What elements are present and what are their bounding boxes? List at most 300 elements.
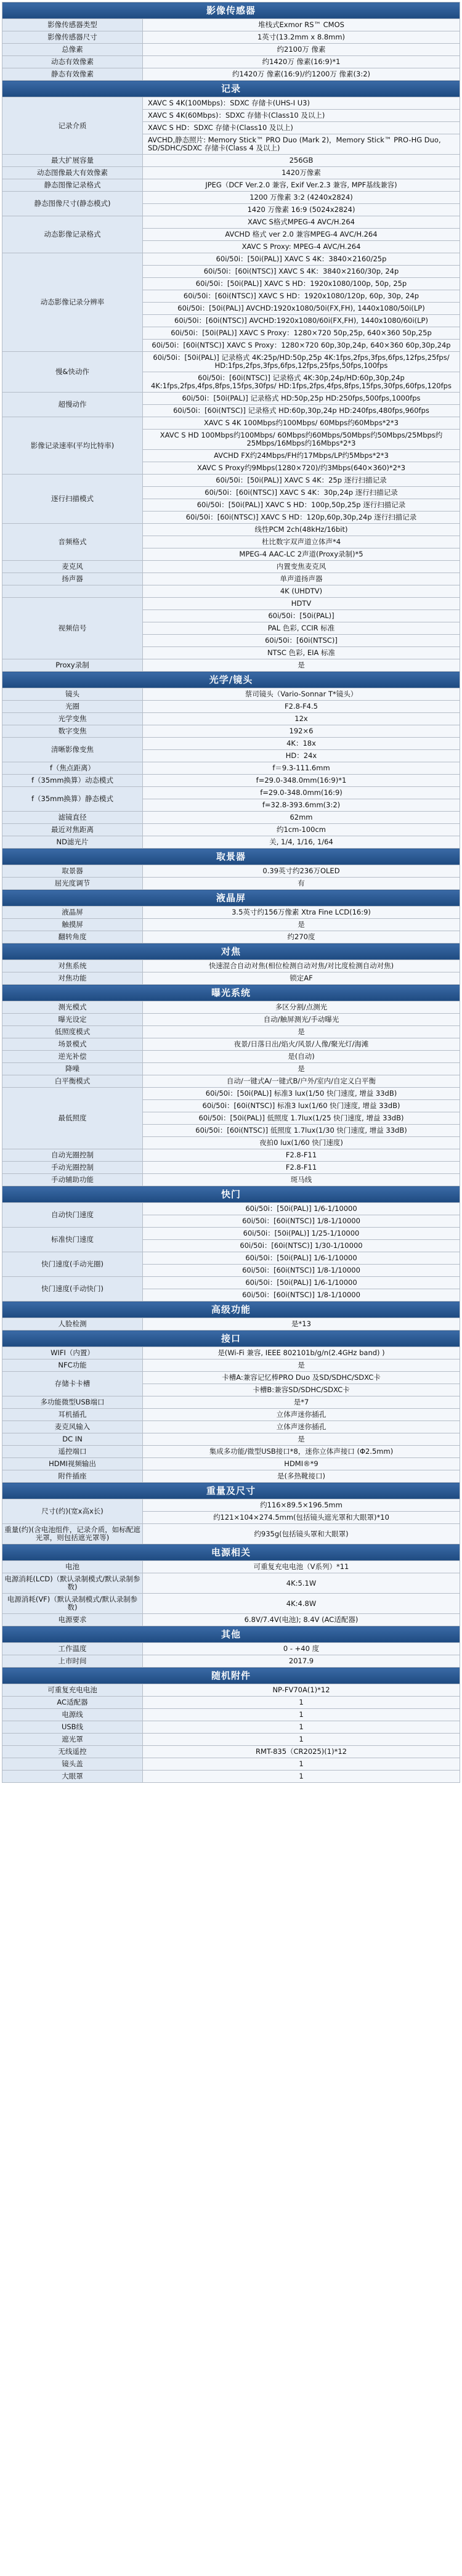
- spec-value: 线性PCM 2ch(48kHz/16bit): [143, 524, 460, 536]
- spec-label: 重量(约)(含电池组件，记录介质，如标配遮光罩，则包括遮光罩等): [2, 1524, 143, 1544]
- spec-row: [2, 762, 460, 775]
- section-title: 记录: [2, 81, 460, 97]
- spec-row: [2, 1573, 460, 1594]
- spec-label: 电源要求: [2, 1614, 143, 1626]
- spec-value: XAVC S格式MPEG-4 AVC/H.264: [143, 216, 460, 229]
- spec-value: PAL 色彩, CCIR 标准: [143, 622, 460, 635]
- spec-row: [2, 713, 460, 725]
- spec-value: 约116×89.5×196.5mm: [143, 1499, 460, 1512]
- spec-value: 1: [143, 1697, 460, 1709]
- spec-value: 1英寸(13.2mm x 8.8mm): [143, 31, 460, 44]
- spec-label: 电源线: [2, 1709, 143, 1721]
- spec-value: 60i/50i：[50i(PAL)] 标准3 lux(1/50 快门速度, 增益 33dB): [143, 1088, 460, 1100]
- spec-label: 快门速度(手动光圈): [2, 1252, 143, 1277]
- spec-label: 记录介质: [2, 97, 143, 155]
- spec-value: XAVC S Proxy: MPEG-4 AVC/H.264: [143, 241, 460, 253]
- spec-value: 1: [143, 1709, 460, 1721]
- spec-row: [2, 1470, 460, 1483]
- spec-value: XAVC S 4K(60Mbps)：SDXC 存储卡(Class10 及以上): [143, 110, 460, 122]
- spec-value: 4K：18x: [143, 738, 460, 750]
- spec-value: 60i/50i：[50i(PAL)] XAVC S Proxy：1280×720 50p,25p, 640×360 50p,25p: [143, 327, 460, 340]
- spec-row: [2, 1421, 460, 1433]
- spec-row: [2, 216, 460, 229]
- section-header: [2, 1483, 460, 1499]
- spec-label: 人脸检测: [2, 1318, 143, 1331]
- spec-value: JPEG（DCF Ver.2.0 兼容, Exif Ver.2.3 兼容, MPF基线兼容): [143, 179, 460, 192]
- spec-value: 256GB: [143, 155, 460, 167]
- spec-value: 6.8V/7.4V(电池); 8.4V (AC适配器): [143, 1614, 460, 1626]
- spec-label: 视频信号: [2, 598, 143, 659]
- spec-value: 60i/50i：[60i(NTSC)] XAVC S 4K：30p,24p 逐行扫描记录: [143, 487, 460, 499]
- spec-value: 约270度: [143, 931, 460, 944]
- spec-table: [2, 2, 460, 1783]
- spec-value: 约1cm-100cm: [143, 824, 460, 836]
- spec-row: [2, 1318, 460, 1331]
- spec-row: [2, 1038, 460, 1051]
- spec-value: 60i/50i：[60i(NTSC)] AVCHD:1920x1080/60i(FX,FH), 1440x1080/60i(LP): [143, 315, 460, 327]
- spec-value: 立体声迷你插孔: [143, 1421, 460, 1433]
- spec-row: [2, 812, 460, 824]
- section-title: 曝光系统: [2, 985, 460, 1001]
- spec-value: 蔡司镜头（Vario-Sonnar T*镜头）: [143, 688, 460, 701]
- spec-label: 动态影像记录格式: [2, 216, 143, 253]
- spec-label: 超慢动作: [2, 393, 143, 417]
- spec-value: 60i/50i：[60i(NTSC)] 记录格式 HD:60p,30p,24p HD:240fps,480fps,960fps: [143, 405, 460, 417]
- spec-value: 是(自动): [143, 1051, 460, 1063]
- spec-label: 附件插座: [2, 1470, 143, 1483]
- spec-row: [2, 68, 460, 81]
- spec-label: 数字变焦: [2, 725, 143, 738]
- spec-value: F2.8-F4.5: [143, 701, 460, 713]
- spec-value: 12x: [143, 713, 460, 725]
- section-title: 电源相关: [2, 1544, 460, 1561]
- spec-value: 4K (UHDTV): [143, 585, 460, 598]
- spec-value: 自动/一键式A/一键式B/户外/室内/自定义白平衡: [143, 1075, 460, 1088]
- spec-row: [2, 725, 460, 738]
- spec-label: 自动快门速度: [2, 1203, 143, 1228]
- spec-value: 60i/50i：[50i(PAL)] 1/6-1/10000: [143, 1277, 460, 1289]
- spec-value: f＝9.3-111.6mm: [143, 762, 460, 775]
- spec-row: [2, 561, 460, 573]
- spec-row: [2, 1614, 460, 1626]
- spec-row: [2, 1433, 460, 1446]
- spec-label: 光学变焦: [2, 713, 143, 725]
- spec-row: [2, 1655, 460, 1668]
- spec-label: 麦克风: [2, 561, 143, 573]
- spec-value: f=29.0-348.0mm(16:9): [143, 787, 460, 799]
- spec-value: 60i/50i：[60i(NTSC)] 记录格式 4K:30p,24p/HD:60p,30p,24p 4K:1fps,2fps,4fps,8fps,15fps,30fps/ HD:1fps,2fps,4fps,8fps,15fps,30fps,60fps,120fps: [143, 372, 460, 393]
- spec-row: [2, 960, 460, 972]
- spec-value: 1200 万像素 3:2 (4240x2824): [143, 192, 460, 204]
- spec-label: 电源消耗(LCD)（默认录制模式/默认录制参数): [2, 1573, 143, 1594]
- section-title: 光学/镜头: [2, 672, 460, 688]
- spec-row: [2, 1277, 460, 1289]
- spec-value: 快速混合自动对焦(相位检测自动对焦/对比度检测自动对焦): [143, 960, 460, 972]
- spec-label: 动态图像最大有效像素: [2, 167, 143, 179]
- spec-value: 可重复充电电池（V系列）*11: [143, 1561, 460, 1573]
- spec-value: 60i/50i：[50i(PAL)] XAVC S 4K：3840×2160/25p: [143, 253, 460, 266]
- spec-row: [2, 738, 460, 750]
- spec-row: [2, 253, 460, 266]
- spec-value: MPEG-4 AAC-LC 2声道(Proxy录制)*5: [143, 548, 460, 561]
- spec-value: 60i/50i：[60i(NTSC)] XAVC S HD：120p,60p,30p,24p 逐行扫描记录: [143, 512, 460, 524]
- spec-row: [2, 1396, 460, 1409]
- spec-label: f（35mm换算）动态模式: [2, 775, 143, 787]
- spec-label: 遥控端口: [2, 1446, 143, 1458]
- spec-row: [2, 155, 460, 167]
- spec-row: [2, 56, 460, 68]
- spec-value: 堆栈式Exmor RS™ CMOS: [143, 19, 460, 31]
- spec-row: [2, 19, 460, 31]
- section-header: [2, 1186, 460, 1203]
- spec-value: 60i/50i：[50i(PAL)] 1/6-1/10000: [143, 1252, 460, 1265]
- spec-row: [2, 1026, 460, 1038]
- spec-value: 斑马线: [143, 1174, 460, 1186]
- spec-value: 有: [143, 878, 460, 890]
- spec-label: 影像记录速率(平均比特率): [2, 417, 143, 475]
- spec-row: [2, 836, 460, 849]
- section-header: [2, 1331, 460, 1347]
- spec-row: [2, 1014, 460, 1026]
- spec-label: Proxy录制: [2, 659, 143, 672]
- spec-row: [2, 659, 460, 672]
- spec-row: [2, 1088, 460, 1100]
- spec-label: 尺寸(约)(宽x高x长): [2, 1499, 143, 1524]
- spec-label: 大眼罩: [2, 1771, 143, 1783]
- spec-label: DC IN: [2, 1433, 143, 1446]
- spec-value: 1: [143, 1771, 460, 1783]
- spec-row: [2, 1524, 460, 1544]
- spec-value: RMT-835（CR2025)(1)*12: [143, 1746, 460, 1758]
- spec-value: 是*13: [143, 1318, 460, 1331]
- spec-value: 60i/50i：[50i(PAL)]: [143, 610, 460, 622]
- spec-row: [2, 1746, 460, 1758]
- spec-value: 60i/50i：[50i(PAL)] 记录格式 HD:50p,25p HD:250fps,500fps,1000fps: [143, 393, 460, 405]
- spec-row: [2, 598, 460, 610]
- spec-label: 电池: [2, 1561, 143, 1573]
- spec-value: 夜拍0 lux(1/60 快门速度): [143, 1137, 460, 1149]
- spec-value: 60i/50i：[60i(NTSC)] 1/8-1/10000: [143, 1265, 460, 1277]
- spec-row: [2, 352, 460, 372]
- spec-row: [2, 97, 460, 110]
- spec-value: AVCHD,静态照片: Memory Stick™ PRO Duo (Mark 2)，Memory Stick™ PRO-HG Duo, SD/SDHC/SDXC 存储卡(Class 4 及以上): [143, 134, 460, 155]
- spec-label: 可重复充电电池: [2, 1684, 143, 1697]
- section-header: [2, 1626, 460, 1643]
- spec-value: 60i/50i：[50i(PAL)] XAVC S HD：1920x1080/100p, 50p, 25p: [143, 278, 460, 290]
- spec-label: 最大扩展容量: [2, 155, 143, 167]
- spec-row: [2, 701, 460, 713]
- spec-row: [2, 31, 460, 44]
- spec-value: 4K:5.1W: [143, 1573, 460, 1594]
- spec-label: 对焦系统: [2, 960, 143, 972]
- spec-row: [2, 475, 460, 487]
- section-header: [2, 81, 460, 97]
- spec-row: [2, 1458, 460, 1470]
- spec-value: 是: [143, 1359, 460, 1372]
- section-title: 液晶屏: [2, 890, 460, 907]
- section-title: 快门: [2, 1186, 460, 1203]
- spec-label: 耳机插孔: [2, 1409, 143, 1421]
- section-title: 取景器: [2, 849, 460, 865]
- spec-value: 2017.9: [143, 1655, 460, 1668]
- spec-label: 动态影像记录分辨率: [2, 253, 143, 352]
- spec-label: 屈光度调节: [2, 878, 143, 890]
- section-header: [2, 1302, 460, 1318]
- spec-value: HD：24x: [143, 750, 460, 762]
- spec-row: [2, 1734, 460, 1746]
- spec-row: [2, 1228, 460, 1240]
- spec-row: [2, 1162, 460, 1174]
- spec-value: 1: [143, 1758, 460, 1771]
- spec-row: [2, 1643, 460, 1655]
- section-header: [2, 944, 460, 960]
- spec-label: 工作温度: [2, 1643, 143, 1655]
- spec-label: [2, 585, 143, 598]
- spec-value: XAVC S 4K(100Mbps)：SDXC 存储卡(UHS-I U3): [143, 97, 460, 110]
- spec-label: 无线遥控: [2, 1746, 143, 1758]
- section-title: 其他: [2, 1626, 460, 1643]
- spec-label: 存储卡卡槽: [2, 1372, 143, 1396]
- spec-value: F2.8-F11: [143, 1162, 460, 1174]
- spec-label: 镜头盖: [2, 1758, 143, 1771]
- section-title: 重量及尺寸: [2, 1483, 460, 1499]
- spec-row: [2, 167, 460, 179]
- spec-value: F2.8-F11: [143, 1149, 460, 1162]
- spec-label: 手动辅助功能: [2, 1174, 143, 1186]
- spec-row: [2, 1075, 460, 1088]
- spec-value: 192×6: [143, 725, 460, 738]
- spec-row: [2, 179, 460, 192]
- spec-row: [2, 393, 460, 405]
- spec-value: 60i/50i：[60i(NTSC)] 1/30-1/10000: [143, 1240, 460, 1252]
- spec-label: 清晰影像变焦: [2, 738, 143, 762]
- spec-label: 麦克风输入: [2, 1421, 143, 1433]
- spec-label: 曝光设定: [2, 1014, 143, 1026]
- spec-label: 动态有效像素: [2, 56, 143, 68]
- spec-row: [2, 907, 460, 919]
- spec-value: 60i/50i：[60i(NTSC)] XAVC S 4K：3840×2160/30p, 24p: [143, 266, 460, 278]
- spec-label: 最近对焦距离: [2, 824, 143, 836]
- spec-value: 是: [143, 659, 460, 672]
- spec-value: 60i/50i：[60i(NTSC)] XAVC S Proxy：1280×720 60p,30p,24p, 640×360 60p,30p,24p: [143, 340, 460, 352]
- spec-label: 自动光圈控制: [2, 1149, 143, 1162]
- spec-row: [2, 919, 460, 931]
- spec-value: 单声道扬声器: [143, 573, 460, 585]
- spec-row: [2, 931, 460, 944]
- spec-row: [2, 688, 460, 701]
- spec-label: 镜头: [2, 688, 143, 701]
- spec-value: 约1420万 像素(16:9)/约1200万 像素(3:2): [143, 68, 460, 81]
- spec-value: 60i/50i：[50i(PAL)] 1/25-1/10000: [143, 1228, 460, 1240]
- spec-label: 降噪: [2, 1063, 143, 1075]
- spec-row: [2, 1203, 460, 1215]
- spec-value: 0 - +40 度: [143, 1643, 460, 1655]
- section-header: [2, 672, 460, 688]
- spec-label: 光圈: [2, 701, 143, 713]
- spec-label: 最低照度: [2, 1088, 143, 1149]
- spec-row: [2, 1684, 460, 1697]
- spec-row: [2, 1594, 460, 1614]
- spec-label: 静态图像记录格式: [2, 179, 143, 192]
- spec-value: NP-FV70A(1)*12: [143, 1684, 460, 1697]
- spec-label: 触摸屏: [2, 919, 143, 931]
- spec-value: 60i/50i：[50i(PAL)] XAVC S HD：100p,50p,25p 逐行扫描记录: [143, 499, 460, 512]
- spec-label: USB线: [2, 1721, 143, 1734]
- spec-value: 1: [143, 1734, 460, 1746]
- spec-label: 场景模式: [2, 1038, 143, 1051]
- spec-row: [2, 1709, 460, 1721]
- spec-label: 液晶屏: [2, 907, 143, 919]
- spec-value: 60i/50i：[60i(NTSC)] XAVC S HD：1920x1080/120p, 60p, 30p, 24p: [143, 290, 460, 303]
- spec-value: 多区分割/点测光: [143, 1001, 460, 1014]
- spec-value: 集成多功能/微型USB接口*8，迷你立体声接口 (Φ2.5mm): [143, 1446, 460, 1458]
- spec-label: WIFI（内置）: [2, 1347, 143, 1359]
- spec-row: [2, 1409, 460, 1421]
- spec-value: 是: [143, 1433, 460, 1446]
- spec-label: HDMI视频输出: [2, 1458, 143, 1470]
- spec-row: [2, 44, 460, 56]
- spec-label: 总像素: [2, 44, 143, 56]
- spec-row: [2, 865, 460, 878]
- spec-label: AC适配器: [2, 1697, 143, 1709]
- spec-row: [2, 1149, 460, 1162]
- section-header: [2, 1668, 460, 1684]
- spec-value: 60i/50i：[50i(PAL)] AVCHD:1920x1080/50i(FX,FH), 1440x1080/50i(LP): [143, 303, 460, 315]
- spec-label: 音频格式: [2, 524, 143, 561]
- section-title: 接口: [2, 1331, 460, 1347]
- spec-value: 约935g(包括镜头罩和大眼罩): [143, 1524, 460, 1544]
- spec-value: 锁定AF: [143, 972, 460, 985]
- spec-row: [2, 1347, 460, 1359]
- spec-value: 60i/50i：[60i(NTSC)]: [143, 635, 460, 647]
- spec-row: [2, 585, 460, 598]
- spec-value: XAVC S HD 100Mbps约100Mbps/ 60Mbps约60Mbps/50Mbps约50Mbps/25Mbps约25Mbps/16Mbps约16Mbps*2*3: [143, 430, 460, 450]
- spec-label: 电源消耗(VF)（默认录制模式/默认录制参数): [2, 1594, 143, 1614]
- spec-value: XAVC S 4K 100Mbps约100Mbps/ 60Mbps约60Mbps*2*3: [143, 417, 460, 430]
- spec-row: [2, 787, 460, 799]
- spec-value: 是(多热靴接口): [143, 1470, 460, 1483]
- spec-value: XAVC S Proxy约9Mbps(1280×720)/约3Mbps(640×360)*2*3: [143, 462, 460, 475]
- spec-row: [2, 1499, 460, 1512]
- section-title: 对焦: [2, 944, 460, 960]
- spec-row: [2, 1174, 460, 1186]
- spec-value: AVCHD FX约24Mbps/FH约17Mbps/LP约5Mbps*2*3: [143, 450, 460, 462]
- spec-label: 测光模式: [2, 1001, 143, 1014]
- spec-row: [2, 192, 460, 204]
- spec-label: 滤镜直径: [2, 812, 143, 824]
- spec-value: HDTV: [143, 598, 460, 610]
- spec-row: [2, 1063, 460, 1075]
- spec-label: 上市时间: [2, 1655, 143, 1668]
- spec-label: 多功能微型USB端口: [2, 1396, 143, 1409]
- spec-value: 4K:4.8W: [143, 1594, 460, 1614]
- spec-row: [2, 1721, 460, 1734]
- spec-label: 影像传感器尺寸: [2, 31, 143, 44]
- spec-row: [2, 1758, 460, 1771]
- spec-label: 对焦功能: [2, 972, 143, 985]
- spec-value: 立体声迷你插孔: [143, 1409, 460, 1421]
- spec-value: 是*7: [143, 1396, 460, 1409]
- spec-value: 约121×104×274.5mm(包括镜头遮光罩和大眼罩)*10: [143, 1512, 460, 1524]
- spec-label: f（35mm换算）静态模式: [2, 787, 143, 812]
- spec-value: 夜景/日落日出/焰火/风景/人像/聚光灯/海滩: [143, 1038, 460, 1051]
- spec-label: 标准快门速度: [2, 1228, 143, 1252]
- spec-value: 62mm: [143, 812, 460, 824]
- spec-label: 影像传感器类型: [2, 19, 143, 31]
- spec-value: 60i/50i：[60i(NTSC)] 低照度 1.7lux(1/30 快门速度, 增益 33dB): [143, 1125, 460, 1137]
- spec-value: 是(Wi-Fi 兼容, IEEE 802101b/g/n(2.4GHz band) ): [143, 1347, 460, 1359]
- spec-row: [2, 1372, 460, 1384]
- spec-value: 约2100万 像素: [143, 44, 460, 56]
- spec-label: f（焦点距离）: [2, 762, 143, 775]
- spec-row: [2, 573, 460, 585]
- section-header: [2, 849, 460, 865]
- spec-value: 约1420万 像素(16:9)*1: [143, 56, 460, 68]
- spec-value: 卡槽B:兼容SD/SDHC/SDXC卡: [143, 1384, 460, 1396]
- spec-value: HDMI®*9: [143, 1458, 460, 1470]
- spec-row: [2, 1001, 460, 1014]
- spec-value: f=29.0-348.0mm(16:9)*1: [143, 775, 460, 787]
- spec-label: 逐行扫描模式: [2, 475, 143, 524]
- spec-row: [2, 972, 460, 985]
- spec-value: 自动/触屏测光/手动曝光: [143, 1014, 460, 1026]
- spec-value: 3.5英寸约156万像素 Xtra Fine LCD(16:9): [143, 907, 460, 919]
- section-title: 随机附件: [2, 1668, 460, 1684]
- spec-row: [2, 1359, 460, 1372]
- spec-label: 低照度模式: [2, 1026, 143, 1038]
- section-title: 高级功能: [2, 1302, 460, 1318]
- spec-row: [2, 1771, 460, 1783]
- spec-label: 逆光补偿: [2, 1051, 143, 1063]
- spec-value: 1: [143, 1721, 460, 1734]
- spec-value: 杜比数字双声道立体声*4: [143, 536, 460, 548]
- spec-value: 60i/50i：[50i(PAL)] 记录格式 4K:25p/HD:50p,25p 4K:1fps,2fps,3fps,6fps,12fps,25fps/ HD:1fps,2fps,3fps,6fps,12fps,25fps,50fps,100fps: [143, 352, 460, 372]
- spec-value: 0.39英寸约236万OLED: [143, 865, 460, 878]
- spec-value: 是: [143, 1026, 460, 1038]
- spec-row: [2, 1561, 460, 1573]
- spec-label: 白平衡模式: [2, 1075, 143, 1088]
- spec-row: [2, 1446, 460, 1458]
- spec-value: 1420万像素: [143, 167, 460, 179]
- spec-value: 60i/50i：[50i(PAL)] 1/6-1/10000: [143, 1203, 460, 1215]
- section-title: 影像传感器: [2, 2, 460, 19]
- spec-value: 内置变焦麦克风: [143, 561, 460, 573]
- spec-value: 关, 1/4, 1/16, 1/64: [143, 836, 460, 849]
- spec-label: 慢&快动作: [2, 352, 143, 393]
- spec-label: 静态图像尺寸(静态模式): [2, 192, 143, 216]
- spec-label: ND滤光片: [2, 836, 143, 849]
- spec-row: [2, 878, 460, 890]
- spec-value: 卡槽A:兼容记忆棒PRO Duo 及SD/SDHC/SDXC卡: [143, 1372, 460, 1384]
- section-header: [2, 1544, 460, 1561]
- spec-label: 快门速度(手动快门): [2, 1277, 143, 1302]
- section-header: [2, 890, 460, 907]
- spec-label: NFC功能: [2, 1359, 143, 1372]
- spec-value: NTSC 色彩, EIA 标准: [143, 647, 460, 659]
- spec-value: XAVC S HD：SDXC 存储卡(Class10 及以上): [143, 122, 460, 134]
- spec-label: 翻转角度: [2, 931, 143, 944]
- spec-table-body: [2, 2, 460, 1783]
- spec-value: 1420 万像素 16:9 (5024x2824): [143, 204, 460, 216]
- spec-row: [2, 417, 460, 430]
- spec-row: [2, 775, 460, 787]
- spec-value: AVCHD 格式 ver 2.0 兼容MPEG-4 AVC/H.264: [143, 229, 460, 241]
- spec-value: 60i/50i：[60i(NTSC)] 1/8-1/10000: [143, 1289, 460, 1302]
- spec-row: [2, 1252, 460, 1265]
- spec-row: [2, 1697, 460, 1709]
- spec-value: 是: [143, 919, 460, 931]
- section-header: [2, 2, 460, 19]
